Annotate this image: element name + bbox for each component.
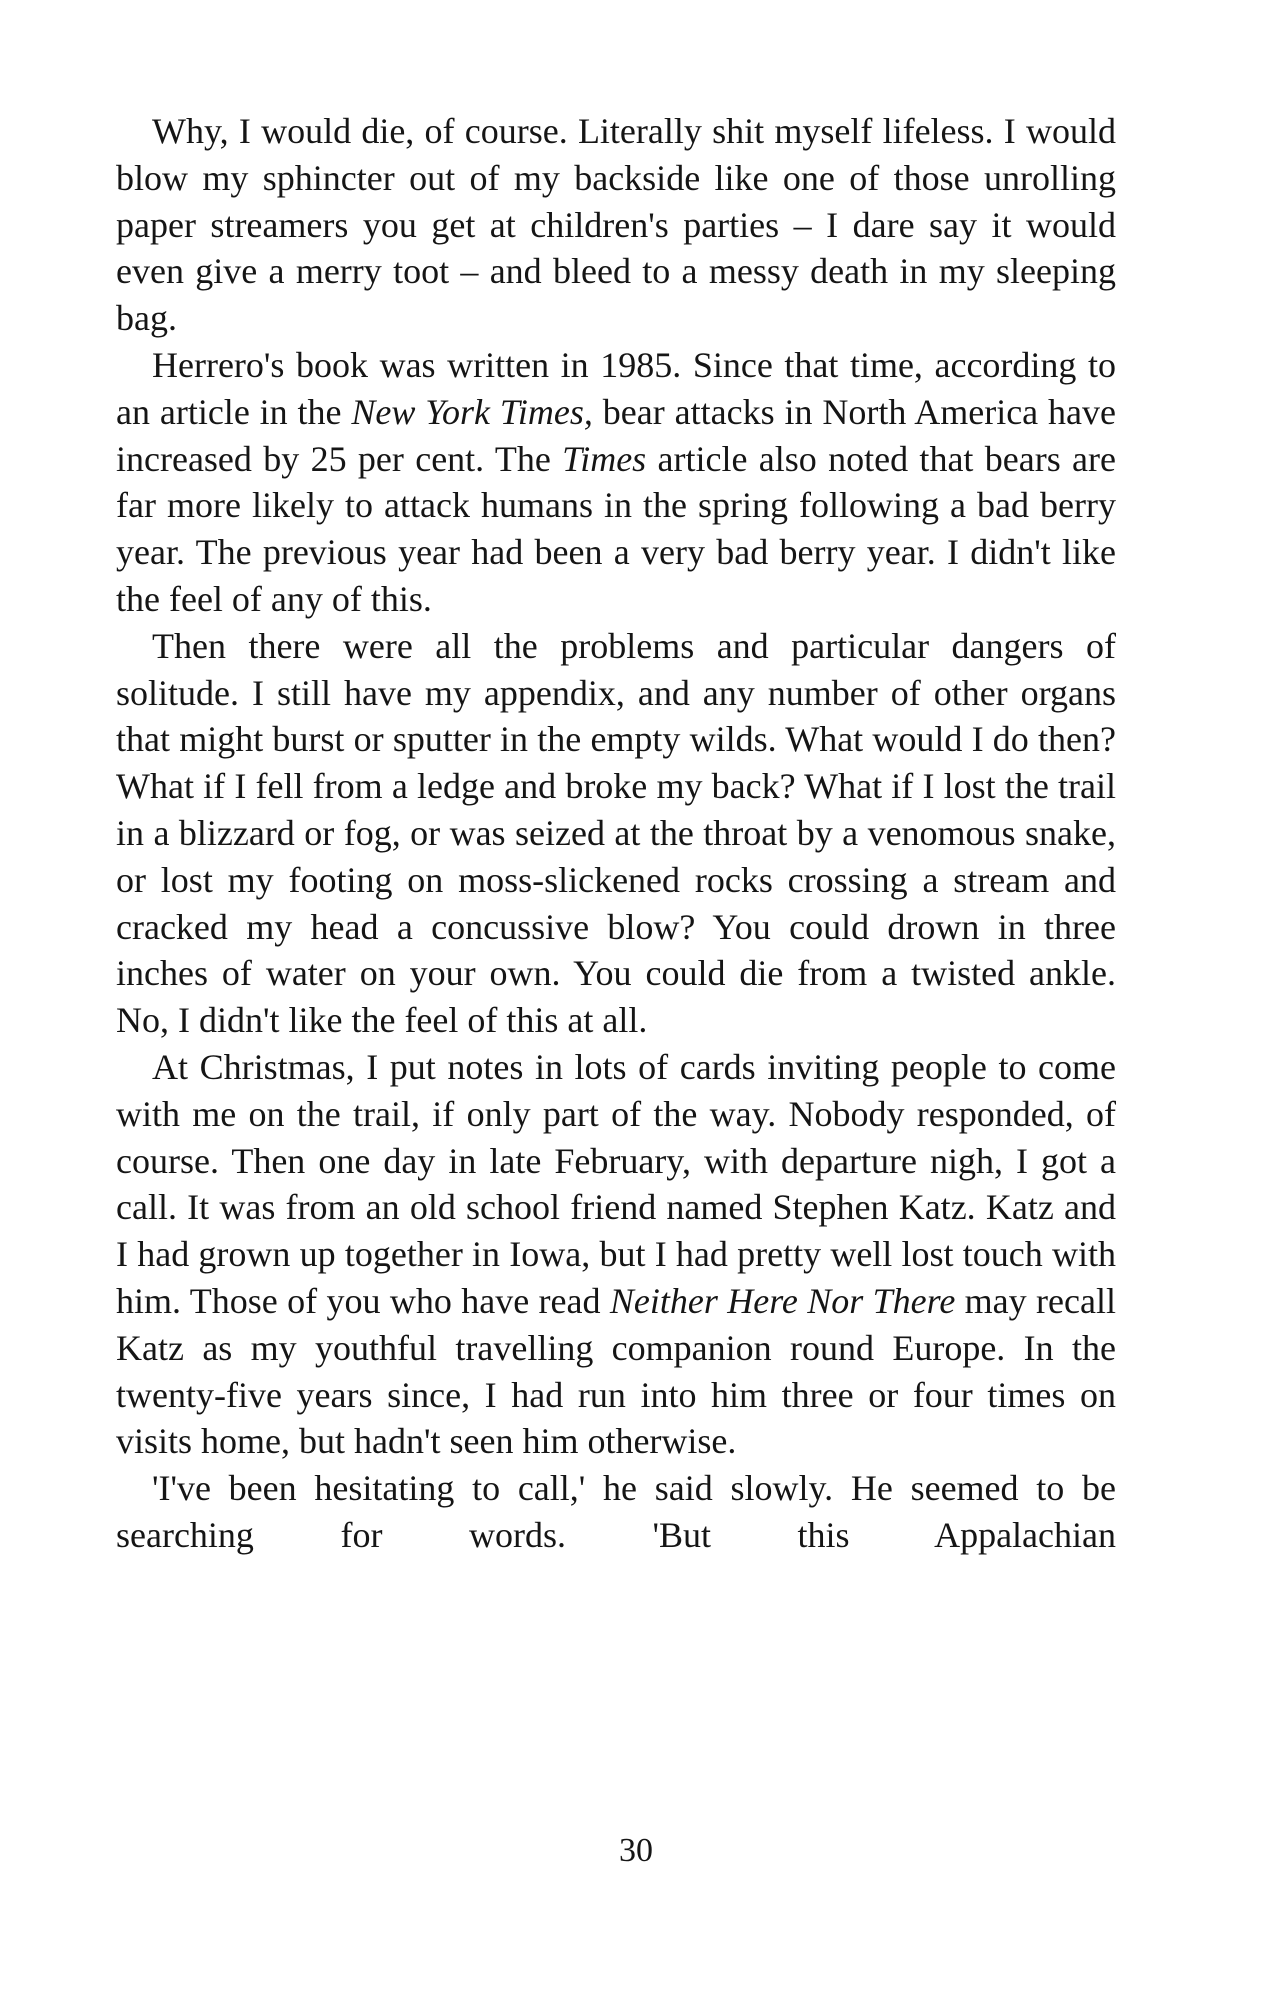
text-segment: 'I've been hesitating to call,' he said slowly. He seemed to be searching for words. 'But this Appalachian xyxy=(116,1468,1116,1555)
text-segment: bear attacks in North America have increased by 25 per cent. The xyxy=(116,391,1116,479)
paragraph-1 xyxy=(116,108,1116,342)
text-segment: At Christmas, I put notes in lots of cards inviting people to come with me on the trail, if only part of the way. Nobody responded, of course. Then one day in late February, with departure nigh, I got a call. It was from an old school friend named Stephen Katz. Katz and I had grown up together in Iowa, but I had pretty well lost touch with him. Those of you who have read xyxy=(116,1046,1116,1321)
paragraph-4 xyxy=(116,1044,1116,1465)
body-text xyxy=(116,108,1116,1559)
paragraph-3 xyxy=(116,623,1116,1044)
italic-title: Neither Here Nor There xyxy=(609,1280,956,1321)
paragraph-2 xyxy=(116,342,1116,623)
text-segment: Why, I would die, of course. Literally shit myself lifeless. I would blow my sphincter out of my backside like one of those unrolling paper streamers you get at children's parties – I dare say it would even give a merry toot – and bleed to a messy death in my sleeping bag. xyxy=(116,111,1116,339)
text-segment: may recall Katz as my youthful travelling companion round Europe. In the twenty-five years since, I had run into him three or four times on visits home, but hadn't seen him otherwise. xyxy=(116,1280,1116,1462)
italic-title: Times xyxy=(562,438,647,479)
paragraph-5 xyxy=(116,1465,1116,1559)
page-number: 30 xyxy=(619,1832,653,1869)
text-segment: Then there were all the problems and particular dangers of solitude. I still have my appendix, and any number of other organs that might burst or sputter in the empty wilds. What would I do then? What if I fell from a ledge and broke my back? What if I lost the trail in a blizzard or fog, or was seized at the throat by a venomous snake, or lost my footing on moss-slickened rocks crossing a stream and cracked my head a concussive blow? You could drown in three inches of water on your own. You could die from a twisted ankle. No, I didn't like the feel of this at all. xyxy=(116,625,1116,1041)
text-segment: Herrero's book was written in 1985. Since that time, according to an article in the xyxy=(116,344,1116,432)
italic-title: New York Times, xyxy=(351,391,593,432)
text-segment: article also noted that bears are far more likely to attack humans in the spring following a bad berry year. The previous year had been a very bad berry year. I didn't like the feel of any of this. xyxy=(116,438,1116,619)
